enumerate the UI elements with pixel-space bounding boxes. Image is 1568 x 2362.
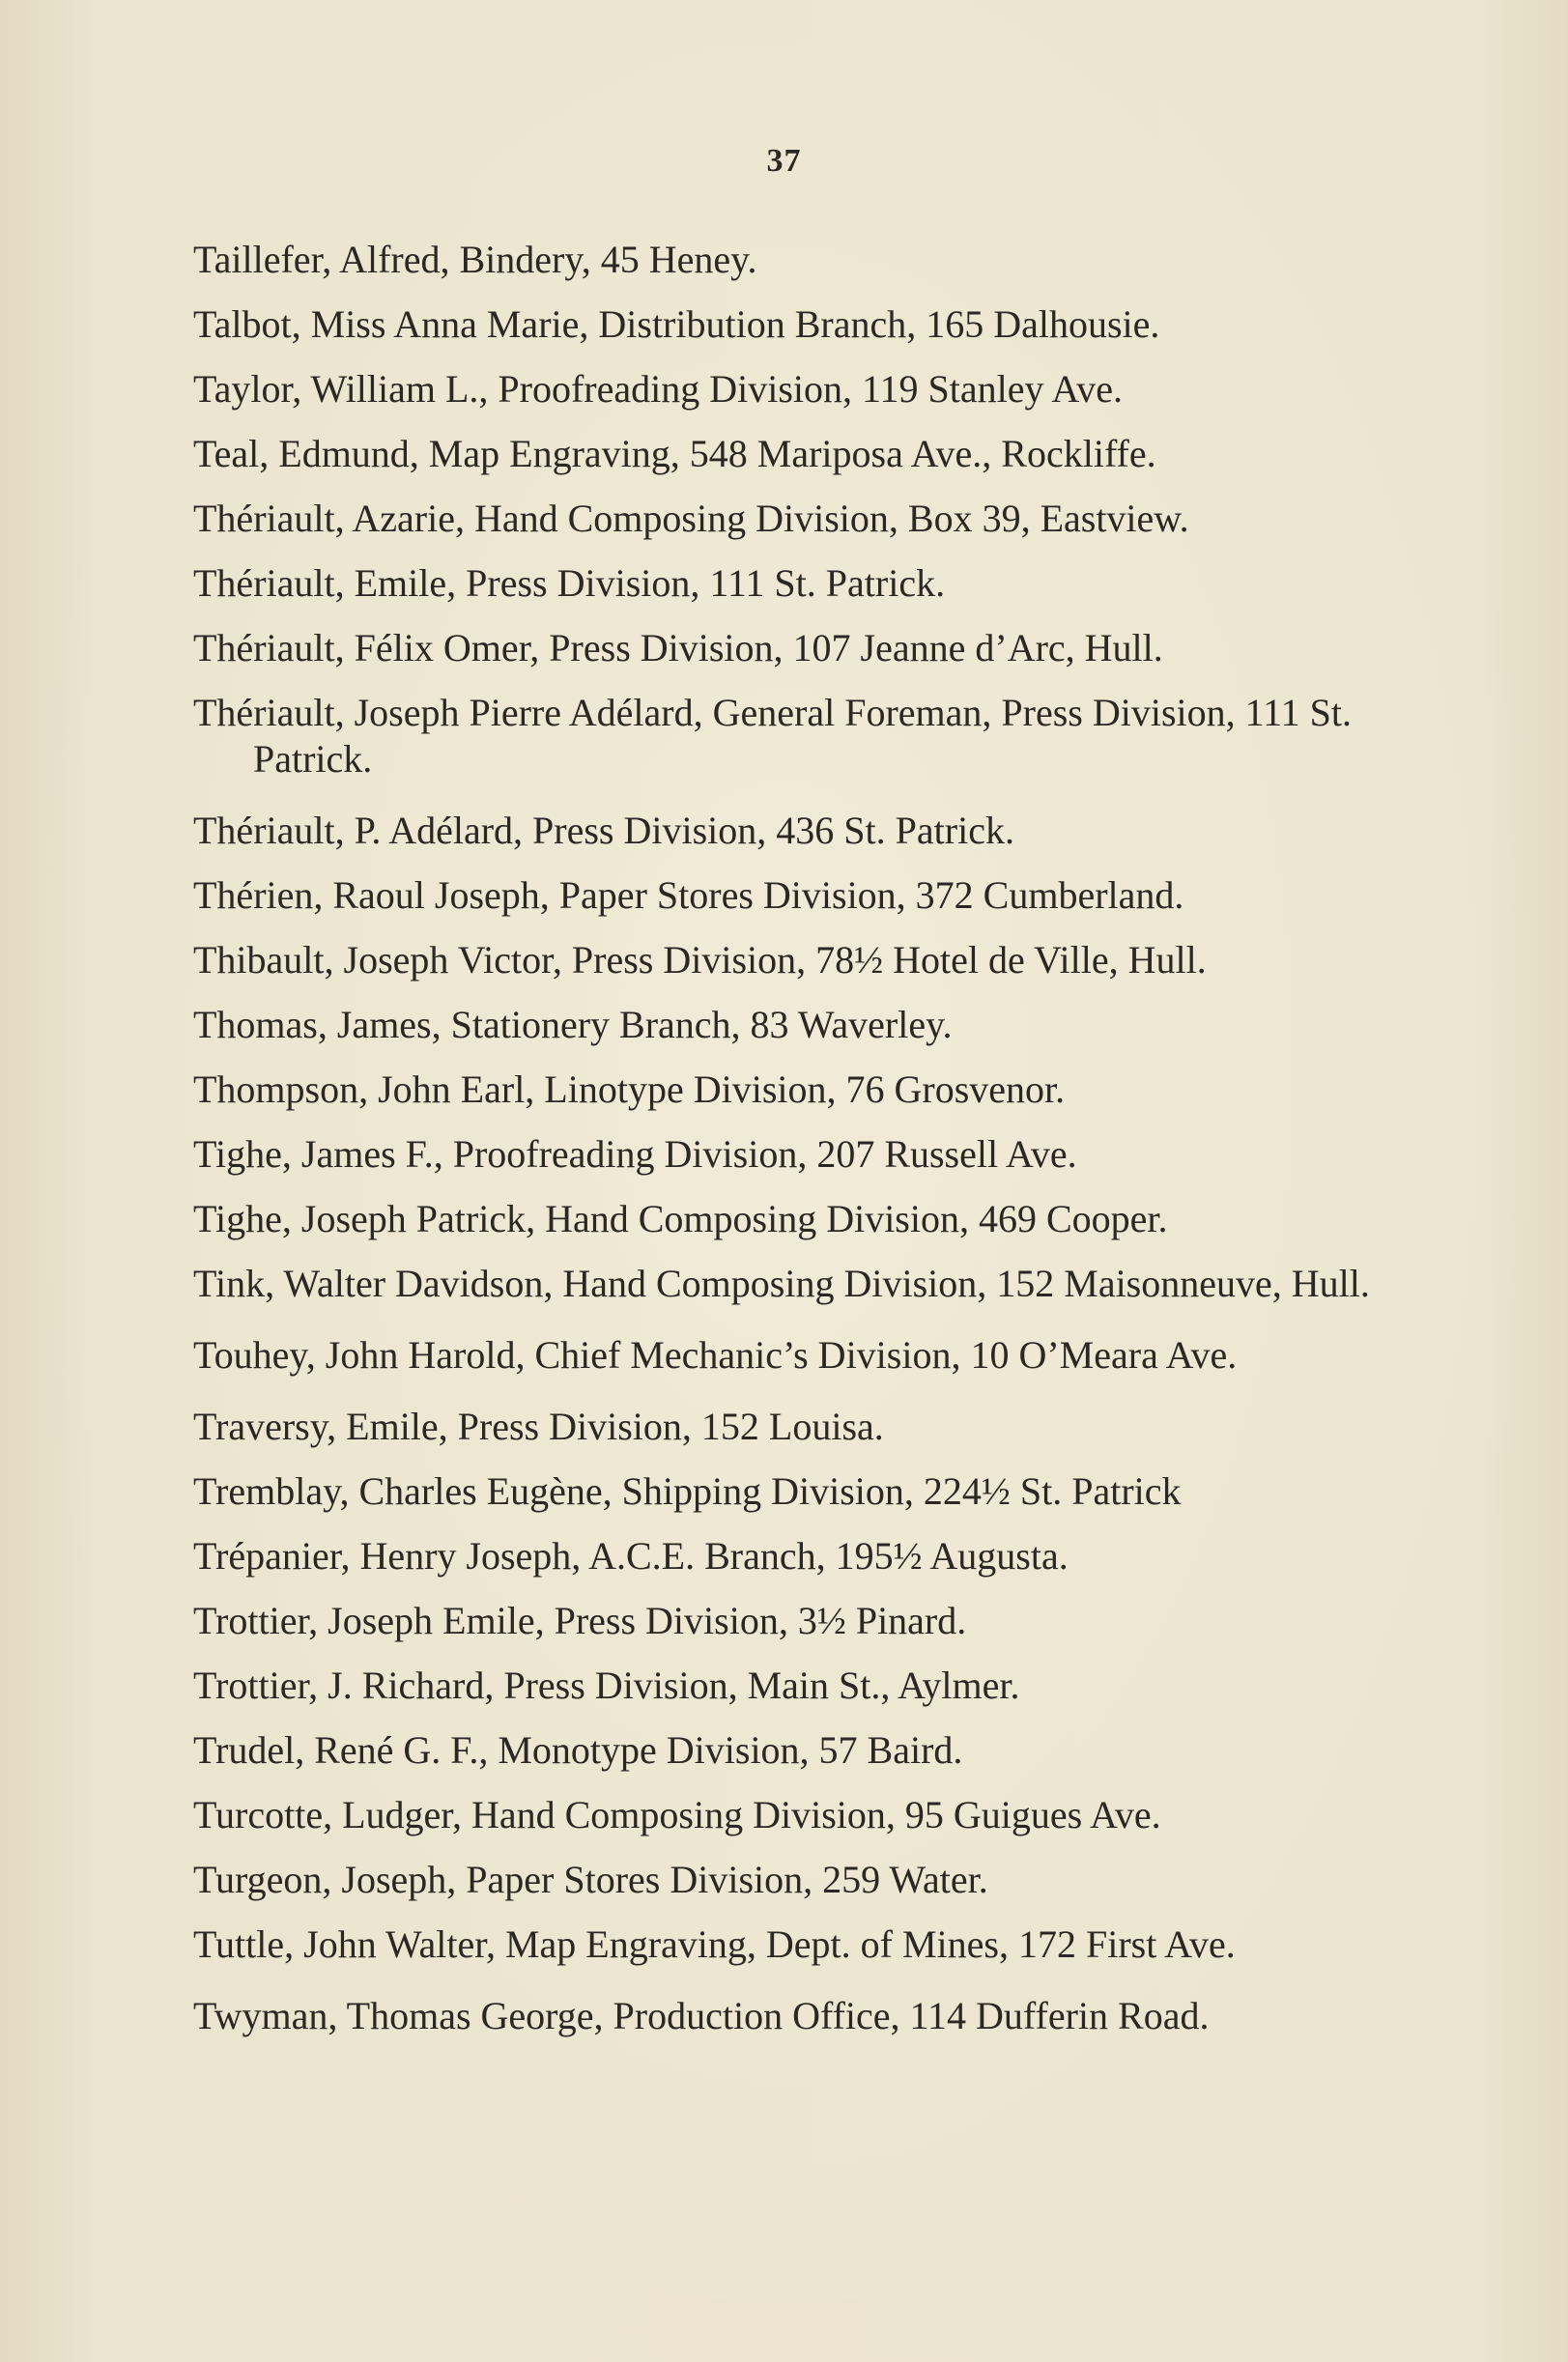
directory-entry: Tremblay, Charles Eugène, Shipping Division, 224½ St. Patrick xyxy=(193,1469,1182,1513)
directory-entry: Tighe, Joseph Patrick, Hand Composing Division, 469 Cooper. xyxy=(193,1197,1168,1240)
directory-entry: Thériault, Azarie, Hand Composing Division, Box 39, Eastview. xyxy=(193,497,1189,540)
directory-entry: Thomas, James, Stationery Branch, 83 Waverley. xyxy=(193,1003,953,1046)
directory-list xyxy=(193,237,1391,2058)
directory-entry: Talbot, Miss Anna Marie, Distribution Branch, 165 Dalhousie. xyxy=(193,302,1160,346)
directory-entry: Taylor, William L., Proofreading Division, 119 Stanley Ave. xyxy=(193,367,1123,411)
directory-entry: Tuttle, John Walter, Map Engraving, Dept. of Mines, 172 First Ave. xyxy=(193,1922,1236,1966)
directory-entry: Thériault, Joseph Pierre Adélard, General Foreman, Press Division, 111 St. Patrick. xyxy=(193,691,1353,781)
directory-entry: Traversy, Emile, Press Division, 152 Louisa. xyxy=(193,1405,884,1448)
directory-entry: Thériault, Emile, Press Division, 111 St. Patrick. xyxy=(193,561,946,605)
directory-entry: Teal, Edmund, Map Engraving, 548 Mariposa Ave., Rockliffe. xyxy=(193,432,1156,475)
directory-entry: Thériault, Félix Omer, Press Division, 107 Jeanne d’Arc, Hull. xyxy=(193,626,1163,669)
directory-entry: Thérien, Raoul Joseph, Paper Stores Division, 372 Cumberland. xyxy=(193,873,1184,917)
directory-entry: Touhey, John Harold, Chief Mechanic’s Division, 10 O’Meara Ave. xyxy=(193,1333,1238,1377)
directory-entry: Trottier, J. Richard, Press Division, Main St., Aylmer. xyxy=(193,1664,1020,1707)
directory-entry: Trottier, Joseph Emile, Press Division, 3½ Pinard. xyxy=(193,1599,967,1642)
directory-entry: Turgeon, Joseph, Paper Stores Division, 259 Water. xyxy=(193,1858,988,1901)
directory-entry: Trudel, René G. F., Monotype Division, 57 Baird. xyxy=(193,1728,963,1772)
directory-entry: Tighe, James F., Proofreading Division, 207 Russell Ave. xyxy=(193,1132,1077,1176)
page-number: 37 xyxy=(766,143,802,179)
directory-entry: Taillefer, Alfred, Bindery, 45 Heney. xyxy=(193,238,757,281)
directory-entry: Tink, Walter Davidson, Hand Composing Division, 152 Maisonneuve, Hull. xyxy=(193,1262,1370,1305)
directory-entry: Turcotte, Ludger, Hand Composing Division, 95 Guigues Ave. xyxy=(193,1793,1161,1836)
directory-entry: Thibault, Joseph Victor, Press Division, 78½ Hotel de Ville, Hull. xyxy=(193,938,1207,982)
directory-entry: Twyman, Thomas George, Production Office, 114 Dufferin Road. xyxy=(193,1994,1210,2037)
directory-entry: Trépanier, Henry Joseph, A.C.E. Branch, 195½ Augusta. xyxy=(193,1534,1069,1578)
directory-entry: Thériault, P. Adélard, Press Division, 436 St. Patrick. xyxy=(193,809,1014,852)
directory-entry: Thompson, John Earl, Linotype Division, 76 Grosvenor. xyxy=(193,1067,1066,1111)
